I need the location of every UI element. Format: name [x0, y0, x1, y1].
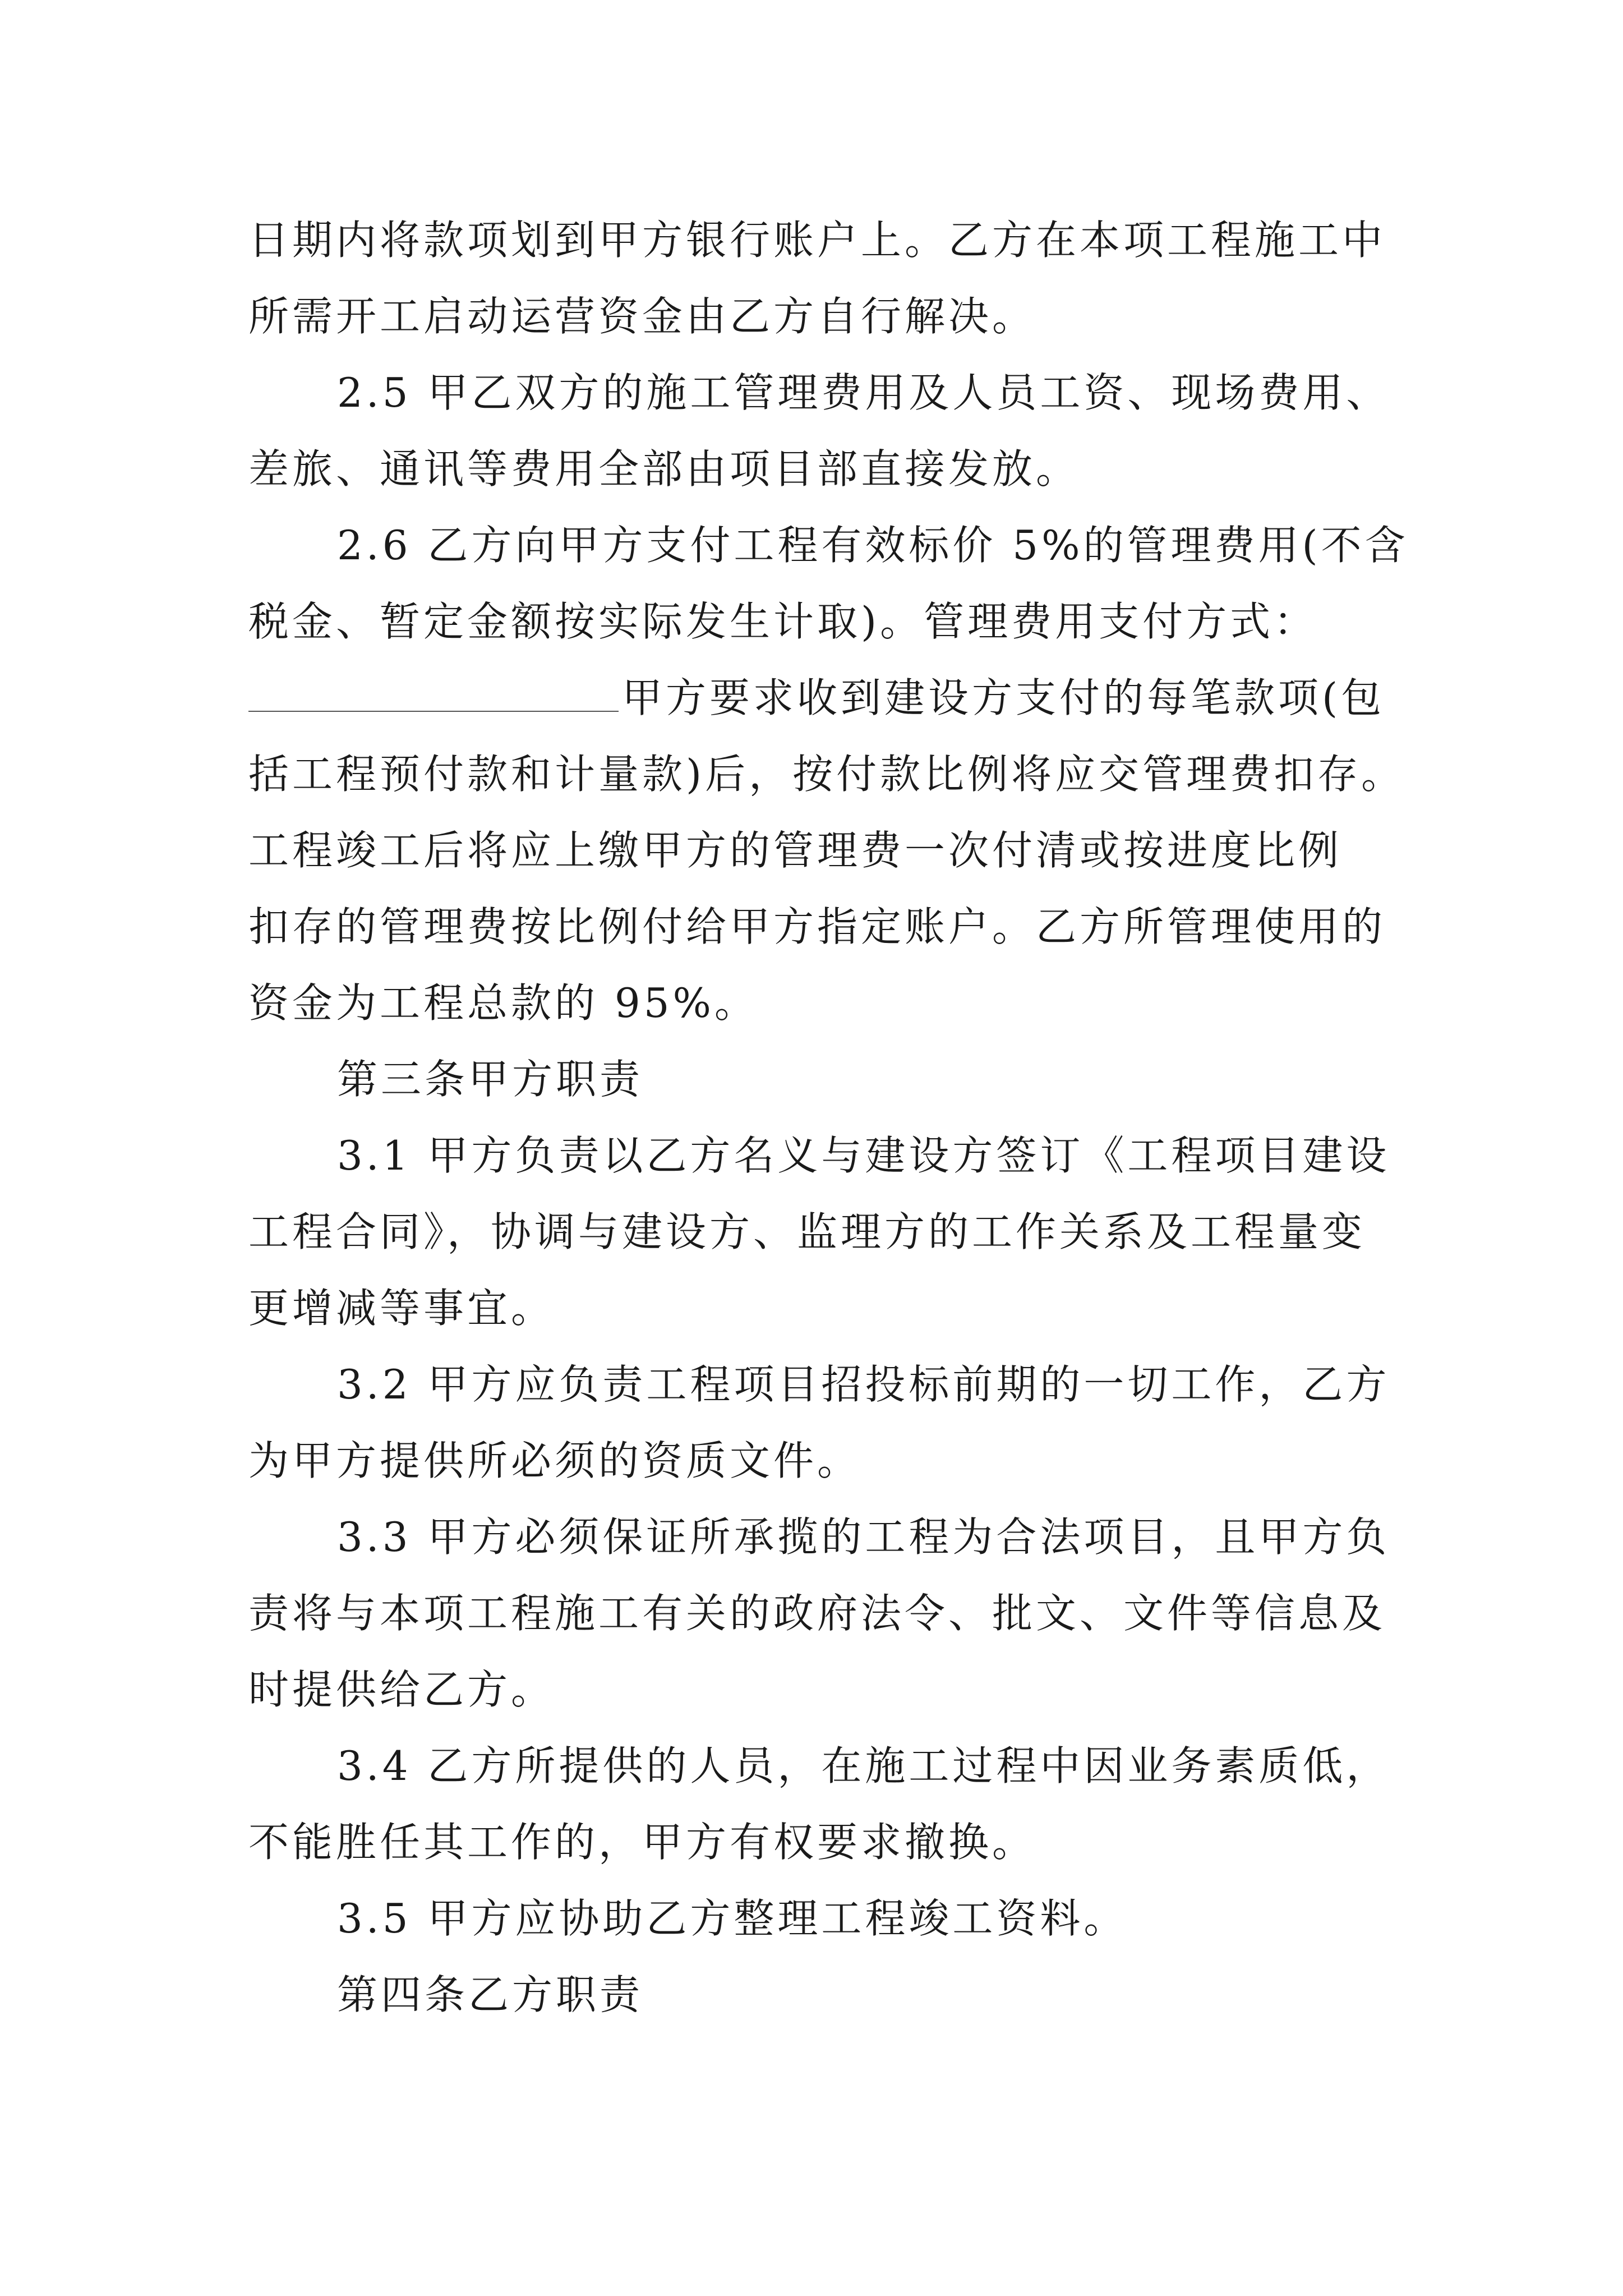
clause-2-6: 2.6 乙方向甲方支付工程有效标价 5%的管理费用(不含	[337, 522, 1409, 569]
fill-in-blank	[248, 670, 619, 712]
clause-3-4: 3.4 乙方所提供的人员，在施工过程中因业务素质低，	[337, 1742, 1390, 1789]
clause-3-3: 3.3 甲方必须保证所承揽的工程为合法项目，且甲方负	[337, 1513, 1390, 1561]
text-line-with-blank: 甲方要求收到建设方支付的每笔款项(包	[248, 660, 1387, 736]
text-line: 括工程预付款和计量款)后，按付款比例将应交管理费扣存。	[248, 751, 1405, 798]
text-line: 所需开工启动运营资金由乙方自行解决。	[248, 293, 1036, 340]
clause-3-1: 3.1 甲方负责以乙方名义与建设方签订《工程项目建设	[337, 1132, 1390, 1179]
article-4-heading: 第四条乙方职责	[337, 1971, 644, 2018]
article-3-heading: 第三条甲方职责	[337, 1056, 644, 1103]
text-line: 为甲方提供所必须的资质文件。	[248, 1437, 861, 1484]
text-line: 日期内将款项划到甲方银行账户上。乙方在本项工程施工中	[248, 217, 1386, 264]
clause-2-5: 2.5 甲乙双方的施工管理费用及人员工资、现场费用、	[337, 369, 1390, 416]
text-line: 更增减等事宜。	[248, 1285, 555, 1332]
text-line: 差旅、通讯等费用全部由项目部直接发放。	[248, 445, 1080, 493]
clause-3-2: 3.2 甲方应负责工程项目招投标前期的一切工作，乙方	[337, 1361, 1390, 1408]
text-line: 工程竣工后将应上缴甲方的管理费一次付清或按进度比例	[248, 827, 1343, 874]
document-body	[248, 202, 1409, 2033]
text-line: 责将与本项工程施工有关的政府法令、批文、文件等信息及	[248, 1590, 1386, 1637]
text-line: 工程合同》，协调与建设方、监理方的工作关系及工程量变	[248, 1208, 1366, 1255]
text-line: 扣存的管理费按比例付给甲方指定账户。乙方所管理使用的	[248, 903, 1386, 950]
text-line: 税金、暂定金额按实际发生计取)。管理费用支付方式：	[248, 598, 1318, 645]
clause-3-5: 3.5 甲方应协助乙方整理工程竣工资料。	[337, 1895, 1128, 1942]
text-line: 不能胜任其工作的，甲方有权要求撤换。	[248, 1819, 1036, 1866]
text-line: 资金为工程总款的 95%。	[248, 979, 758, 1027]
text-line: 时提供给乙方。	[248, 1666, 555, 1713]
